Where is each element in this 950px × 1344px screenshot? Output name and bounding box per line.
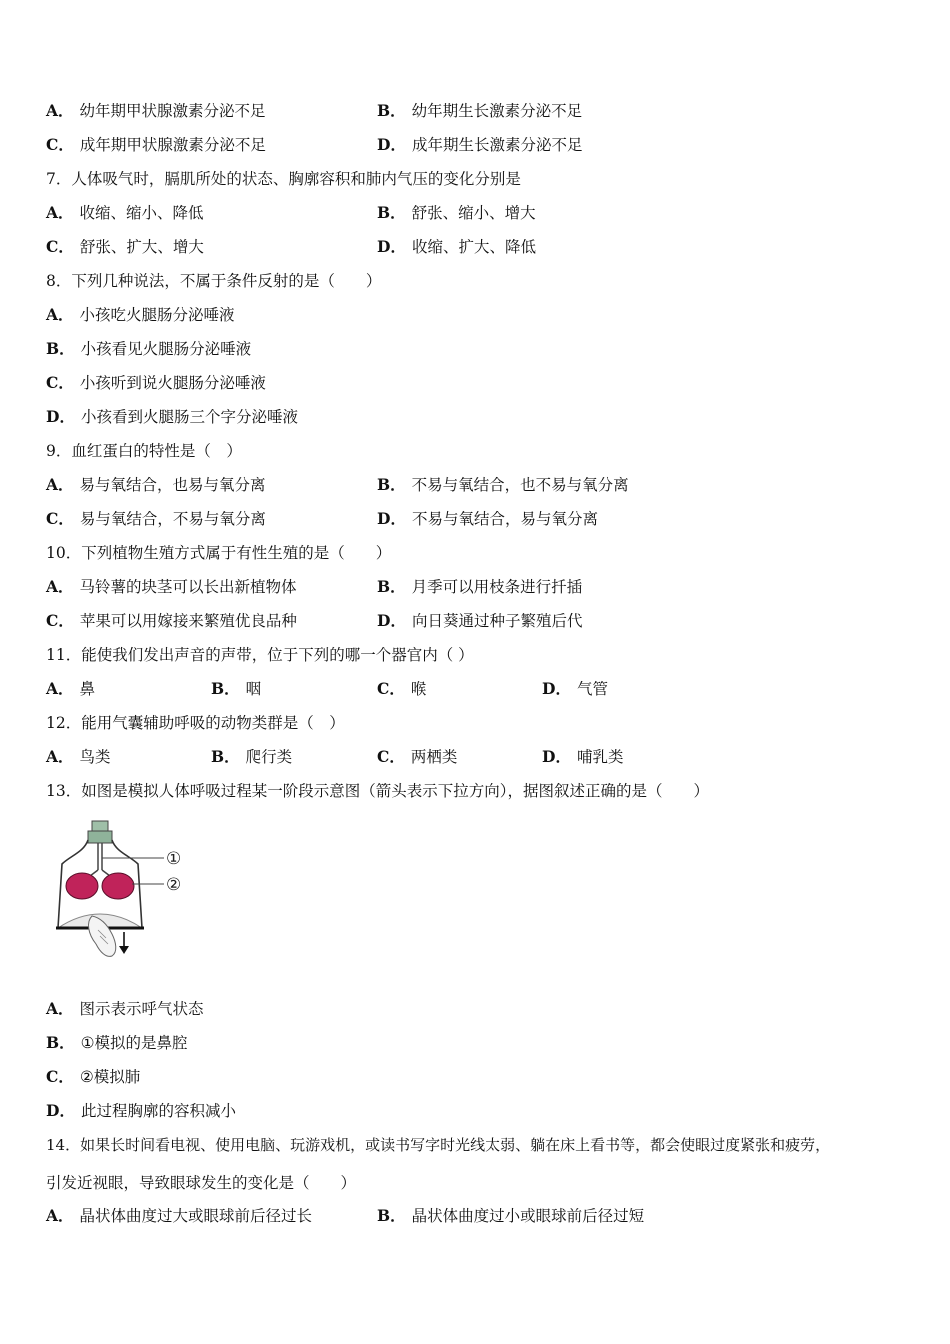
q9-option-a: A． 易与氧结合，也易与氧分离 [46,475,266,494]
q8-option-d: D． 小孩看到火腿肠三个字分泌唾液 [46,407,298,426]
q11-option-a: A． 鼻 [46,679,96,698]
q11-stem: 11．能使我们发出声音的声带，位于下列的哪一个器官内（ ） [46,646,474,664]
q13-option-d: D． 此过程胸廓的容积减小 [46,1101,236,1120]
q9-stem: 9．血红蛋白的特性是（ ） [46,442,242,460]
q12-option-d: D． 哺乳类 [542,747,624,766]
q6-option-c: C． 成年期甲状腺激素分泌不足 [46,135,266,154]
q13-option-b: B． ①模拟的是鼻腔 [46,1033,188,1052]
q14-stem-line1: 14．如果长时间看电视、使用电脑、玩游戏机，或读书写字时光线太弱、躺在床上看书等，都会使眼过度紧张和疲劳， [46,1136,831,1154]
q12-option-a: A． 鸟类 [46,747,111,766]
q6-option-a: A． 幼年期甲状腺激素分泌不足 [46,101,266,120]
q8-option-c: C． 小孩听到说火腿肠分泌唾液 [46,373,266,392]
q13-stem: 13．如图是模拟人体呼吸过程某一阶段示意图（箭头表示下拉方向），据图叙述正确的是（ ） [46,782,709,800]
q6-option-d: D． 成年期生长激素分泌不足 [377,135,583,154]
q10-option-d: D． 向日葵通过种子繁殖后代 [377,611,583,630]
balloon-right [102,873,134,899]
q12-option-c: C． 两栖类 [377,747,458,766]
q9-option-b: B． 不易与氧结合，也不易与氧分离 [377,475,629,494]
balloon-left [66,873,98,899]
q7-option-d: D． 收缩、扩大、降低 [377,237,536,256]
stopper [88,831,112,843]
q7-option-b: B． 舒张、缩小、增大 [377,203,536,222]
q13-option-a: A． 图示表示呼气状态 [46,999,204,1018]
q13-option-c: C． ②模拟肺 [46,1067,141,1086]
q6-option-b: B． 幼年期生长激素分泌不足 [377,101,583,120]
q11-option-d: D． 气管 [542,679,608,698]
q9-option-c: C． 易与氧结合，不易与氧分离 [46,509,266,528]
q8-option-a: A． 小孩吃火腿肠分泌唾液 [46,305,235,324]
q11-option-b: B． 咽 [211,679,262,698]
q12-stem: 12．能用气囊辅助呼吸的动物类群是（ ） [46,714,345,732]
label-1: ① [166,849,182,869]
q14-option-b: B． 晶状体曲度过小或眼球前后径过短 [377,1206,645,1225]
q14-stem-line2: 引发近视眼，导致眼球发生的变化是（ ） [46,1174,357,1192]
q8-option-b: B． 小孩看见火腿肠分泌唾液 [46,339,252,358]
down-arrow-icon [119,946,129,954]
q8-stem: 8．下列几种说法，不属于条件反射的是（ ） [46,272,382,290]
q10-option-c: C． 苹果可以用嫁接来繁殖优良品种 [46,611,297,630]
q10-option-b: B． 月季可以用枝条进行扦插 [377,577,583,596]
q9-option-d: D． 不易与氧结合，易与氧分离 [377,509,598,528]
q7-option-a: A． 收缩、缩小、降低 [46,203,204,222]
breathing-model-figure [50,818,195,963]
bell-jar-diagram [50,818,195,963]
q11-option-c: C． 喉 [377,679,427,698]
stopper-top [92,821,108,831]
bronchi [90,870,110,876]
q12-option-b: B． 爬行类 [211,747,293,766]
q14-option-a: A． 晶状体曲度过大或眼球前后径过长 [46,1206,313,1225]
q7-option-c: C． 舒张、扩大、增大 [46,237,204,256]
q10-stem: 10．下列植物生殖方式属于有性生殖的是（ ） [46,544,392,562]
q7-stem: 7．人体吸气时，膈肌所处的状态、胸廓容积和肺内气压的变化分别是 [46,170,521,188]
label-2: ② [166,875,182,895]
q10-option-a: A． 马铃薯的块茎可以长出新植物体 [46,577,297,596]
